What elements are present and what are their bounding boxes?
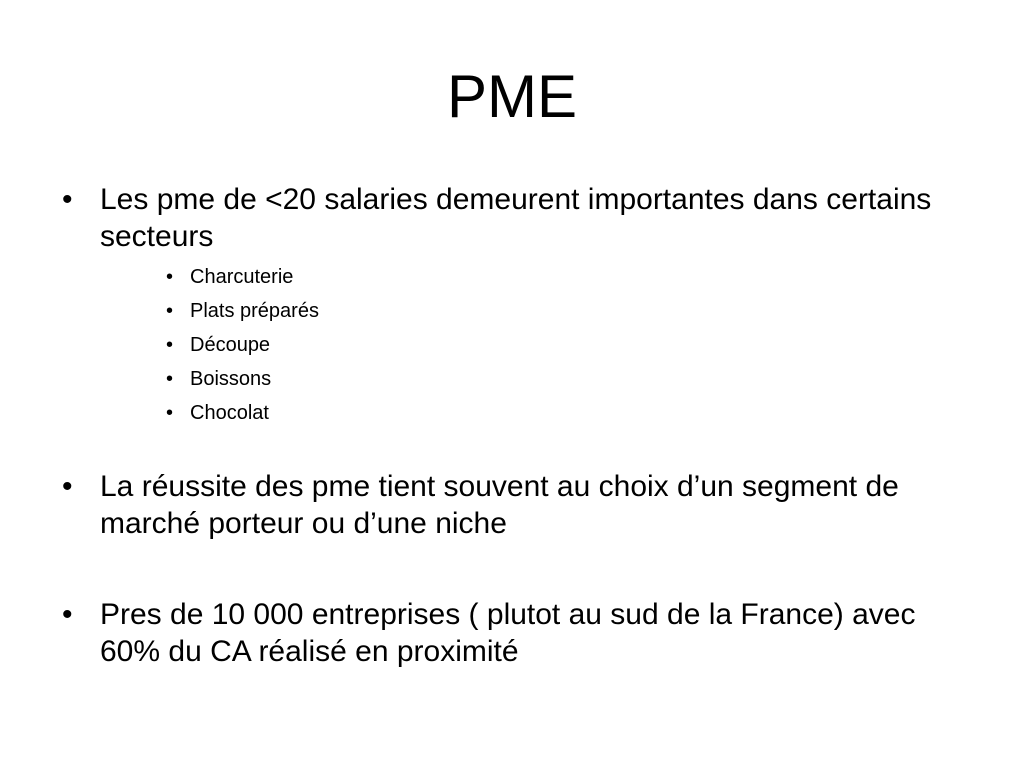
bullet-item xyxy=(62,596,962,670)
sub-bullet-item xyxy=(166,298,766,324)
sub-bullet-text: Boissons xyxy=(190,368,272,390)
sub-bullet-item xyxy=(166,400,766,426)
sub-bullet-item xyxy=(166,366,766,392)
sub-bullet-text: Plats préparés xyxy=(190,300,319,322)
sub-bullet-mark: • xyxy=(166,266,174,288)
sub-bullet-mark: • xyxy=(166,334,174,356)
bullet-mark: • xyxy=(62,470,73,503)
bullet-text: Les pme de <20 salaries demeurent importantes dans certains secteurs xyxy=(100,183,932,253)
sub-bullet-text: Découpe xyxy=(190,334,271,356)
sub-bullet-mark: • xyxy=(166,368,174,390)
sub-bullet-text: Charcuterie xyxy=(190,266,294,288)
sub-bullet-item xyxy=(166,264,766,290)
sub-bullet-mark: • xyxy=(166,300,174,322)
sub-bullet-item xyxy=(166,332,766,358)
sub-bullet-mark: • xyxy=(166,402,174,424)
bullet-item xyxy=(62,181,962,255)
bullet-item xyxy=(62,468,962,542)
slide-title: PME xyxy=(446,63,578,130)
bullet-text: Pres de 10 000 entreprises ( plutot au sud de la France) avec 60% du CA réalisé en proximité xyxy=(100,598,916,668)
bullet-mark: • xyxy=(62,598,73,631)
bullet-text: La réussite des pme tient souvent au choix d’un segment de marché porteur ou d’une niche xyxy=(100,470,899,540)
sub-bullet-text: Chocolat xyxy=(190,402,269,424)
bullet-mark: • xyxy=(62,183,73,216)
